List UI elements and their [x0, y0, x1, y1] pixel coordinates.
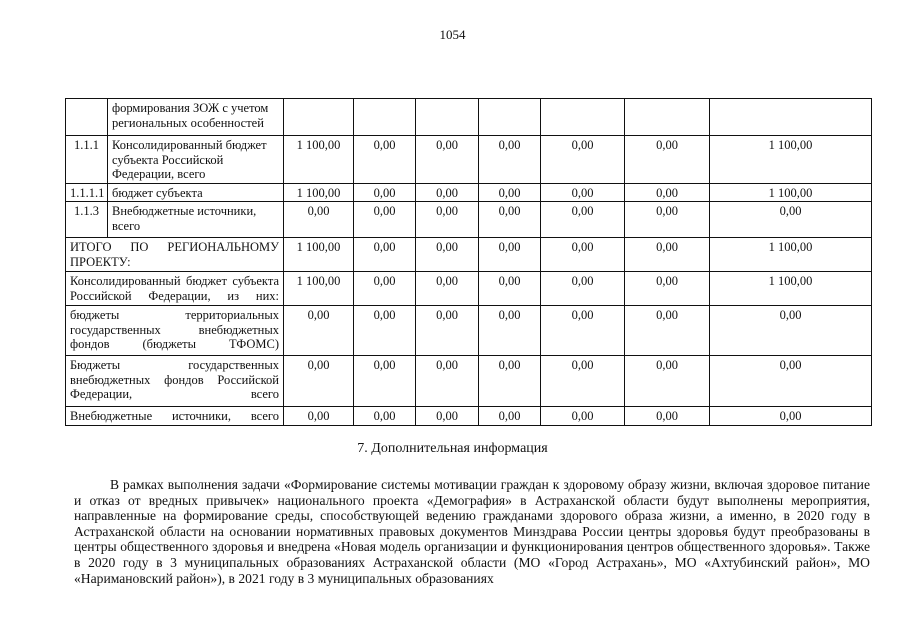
value-cell: 0,00	[479, 356, 541, 407]
value-cell: 0,00	[541, 136, 625, 184]
value-cell: 0,00	[541, 238, 625, 272]
value-cell: 0,00	[416, 407, 479, 426]
value-cell: 0,00	[625, 356, 710, 407]
table-row	[66, 238, 872, 272]
value-cell: 0,00	[625, 202, 710, 238]
section-paragraph: В рамках выполнения задачи «Формирование системы мотивации граждан к здоровому образу жизни, включая здоровое питание и отказ от вредных привычек» национального проекта «Демография» в Астраханской области будут выполнены мероприятия, направленные на формирование среды, способствующей ведению гражданами здорового образа жизни, а именно, в 2020 году в Астраханской области на основании нормативных правовых документов Минздрава России центры здоровья будут преобразованы в центры общественного здоровья и внедрена «Новая модель организации и функционирования центров общественного здоровья». Также в 2020 году в 3 муниципальных образованиях Астраханской области (МО «Город Астрахань», МО «Ахтубинский район», МО «Наримановский район»), в 2021 году в 3 муниципальных образованиях	[74, 477, 870, 586]
value-cell: 0,00	[284, 407, 354, 426]
row-code: 1.1.3	[66, 202, 108, 238]
value-cell: 0,00	[479, 238, 541, 272]
row-name: ИТОГО ПО РЕГИОНАЛЬНОМУ ПРОЕКТУ:	[66, 238, 284, 272]
table-row	[66, 202, 872, 238]
row-code: 1.1.1.1	[66, 183, 108, 202]
row-name: Внебюджетные источники, всего	[108, 202, 284, 238]
table-row	[66, 356, 872, 407]
value-cell: 1 100,00	[710, 272, 872, 306]
table-row	[66, 183, 872, 202]
value-cell: 1 100,00	[710, 136, 872, 184]
value-cell: 0,00	[625, 407, 710, 426]
value-cell: 0,00	[416, 238, 479, 272]
table-row	[66, 272, 872, 306]
value-cell: 0,00	[710, 306, 872, 356]
value-cell: 0,00	[354, 306, 416, 356]
value-cell: 0,00	[541, 183, 625, 202]
value-cell	[479, 99, 541, 136]
value-cell: 0,00	[479, 183, 541, 202]
value-cell: 0,00	[625, 238, 710, 272]
value-cell: 0,00	[710, 407, 872, 426]
value-cell	[416, 99, 479, 136]
value-cell: 0,00	[479, 272, 541, 306]
value-cell: 0,00	[541, 272, 625, 306]
value-cell: 1 100,00	[710, 183, 872, 202]
row-code: 1.1.1	[66, 136, 108, 184]
table-row	[66, 407, 872, 426]
value-cell: 0,00	[416, 183, 479, 202]
value-cell: 0,00	[625, 183, 710, 202]
value-cell: 0,00	[710, 202, 872, 238]
value-cell: 0,00	[541, 202, 625, 238]
value-cell: 0,00	[479, 407, 541, 426]
table-row	[66, 306, 872, 356]
value-cell: 1 100,00	[284, 136, 354, 184]
value-cell	[710, 99, 872, 136]
table-row	[66, 99, 872, 136]
value-cell: 0,00	[625, 306, 710, 356]
budget-table	[65, 98, 872, 426]
value-cell: 0,00	[284, 202, 354, 238]
value-cell	[284, 99, 354, 136]
row-code	[66, 99, 108, 136]
value-cell: 0,00	[354, 136, 416, 184]
value-cell: 0,00	[416, 306, 479, 356]
value-cell	[541, 99, 625, 136]
row-name: Консолидированный бюджет субъекта Российской Федерации, всего	[108, 136, 284, 184]
value-cell	[625, 99, 710, 136]
value-cell: 0,00	[541, 306, 625, 356]
value-cell: 0,00	[416, 356, 479, 407]
value-cell: 0,00	[416, 136, 479, 184]
value-cell: 0,00	[625, 272, 710, 306]
value-cell: 0,00	[479, 136, 541, 184]
value-cell: 0,00	[710, 356, 872, 407]
value-cell: 0,00	[354, 202, 416, 238]
value-cell: 1 100,00	[710, 238, 872, 272]
value-cell: 0,00	[354, 272, 416, 306]
row-name: Внебюджетные источники, всего	[66, 407, 284, 426]
value-cell: 1 100,00	[284, 183, 354, 202]
value-cell: 0,00	[416, 202, 479, 238]
row-name: бюджет субъекта	[108, 183, 284, 202]
value-cell: 0,00	[354, 183, 416, 202]
value-cell: 1 100,00	[284, 238, 354, 272]
value-cell: 0,00	[284, 306, 354, 356]
page-number: 1054	[439, 27, 466, 42]
section-title: 7. Дополнительная информация	[357, 441, 548, 456]
table-row	[66, 136, 872, 184]
value-cell: 0,00	[541, 407, 625, 426]
value-cell: 0,00	[541, 356, 625, 407]
value-cell: 0,00	[354, 407, 416, 426]
value-cell: 0,00	[479, 202, 541, 238]
value-cell: 0,00	[284, 356, 354, 407]
budget-table-body	[66, 99, 872, 426]
row-name: бюджеты территориальных государственных внебюджетных фондов (бюджеты ТФОМС)	[66, 306, 284, 356]
value-cell: 0,00	[479, 306, 541, 356]
value-cell: 0,00	[354, 238, 416, 272]
value-cell: 1 100,00	[284, 272, 354, 306]
row-name: формирования ЗОЖ с учетом региональных особенностей	[108, 99, 284, 136]
row-name: Бюджеты государственных внебюджетных фондов Российской Федерации, всего	[66, 356, 284, 407]
value-cell: 0,00	[625, 136, 710, 184]
value-cell: 0,00	[354, 356, 416, 407]
value-cell	[354, 99, 416, 136]
row-name: Консолидированный бюджет субъекта Российской Федерации, из них:	[66, 272, 284, 306]
value-cell: 0,00	[416, 272, 479, 306]
